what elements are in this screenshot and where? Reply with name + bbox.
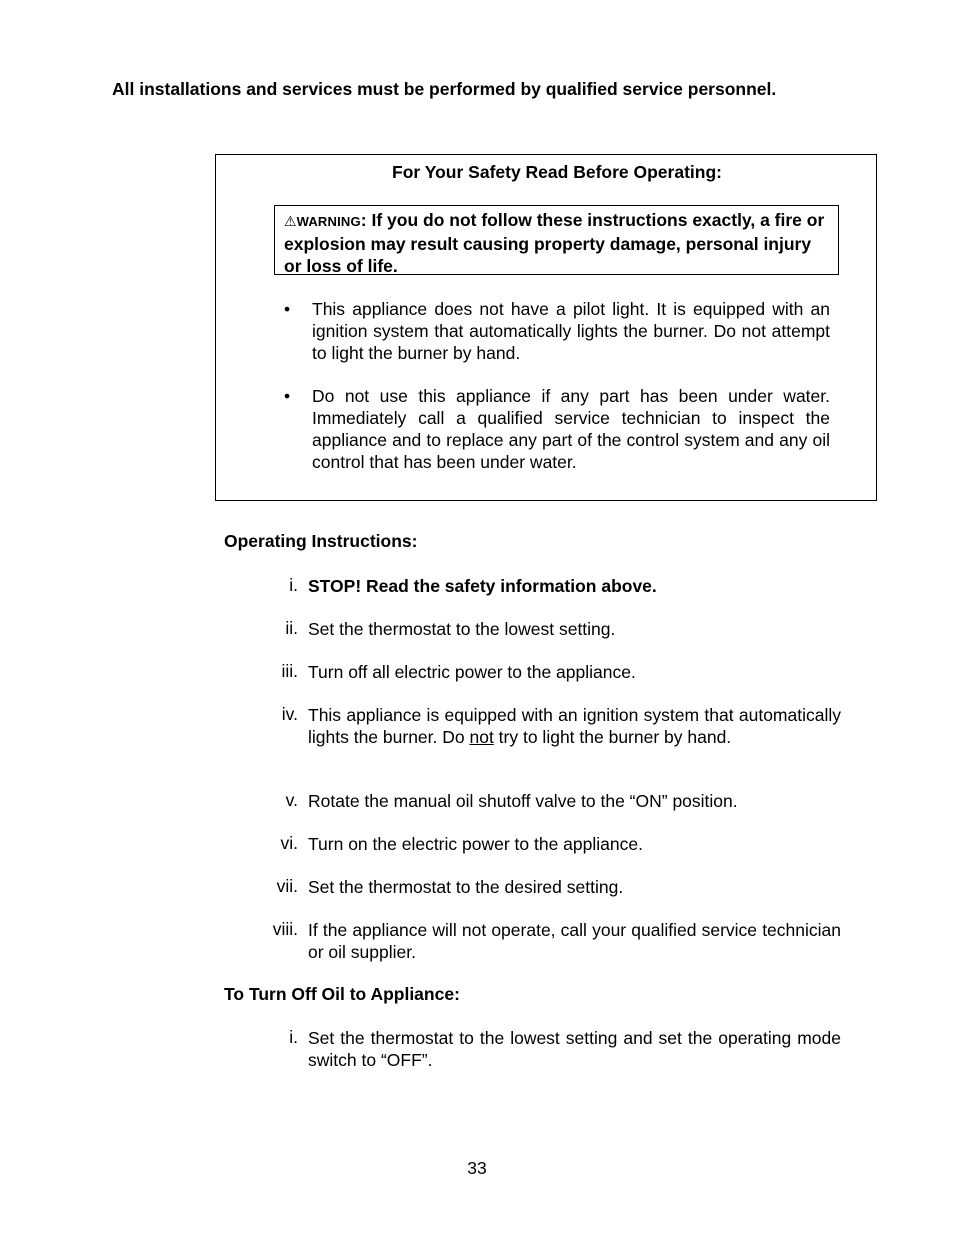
item-number: i. xyxy=(289,1027,298,1047)
page-number: 33 xyxy=(467,1158,487,1178)
operating-step-8: If the appliance will not operate, call your qualified service technician or oil supplier. xyxy=(308,920,841,962)
warning-message: : If you do not follow these instructions exactly, a fire or explosion may result causing property damage, personal injury or loss of life. xyxy=(284,210,825,276)
warning-triangle-icon: ⚠ xyxy=(284,213,297,229)
safety-bullet-2: Do not use this appliance if any part has been under water. Immediately call a qualified service technician to inspect the appliance and to replace any part of the control system and any oil control that has been under water. xyxy=(312,386,830,472)
operating-step-4: This appliance is equipped with an ignition system that automatically lights the burner. Do not try to light the burner by hand. xyxy=(308,705,841,747)
turn-off-oil-heading: To Turn Off Oil to Appliance: xyxy=(224,984,460,1004)
safety-title: For Your Safety Read Before Operating: xyxy=(392,162,722,182)
operating-step-1: STOP! Read the safety information above. xyxy=(308,576,657,596)
item-number: i. xyxy=(289,575,298,595)
item-number: v. xyxy=(285,790,298,810)
operating-step-5: Rotate the manual oil shutoff valve to the “ON” position. xyxy=(308,791,738,811)
safety-bullet-1: This appliance does not have a pilot light. It is equipped with an ignition system that automatically lights the burner. Do not attempt to light the burner by hand. xyxy=(312,299,830,363)
item-number: vii. xyxy=(276,876,298,896)
item-number: iii. xyxy=(281,661,298,681)
item-number: viii. xyxy=(272,919,298,939)
operating-step-2: Set the thermostat to the lowest setting. xyxy=(308,619,616,639)
warning-label: WARNING xyxy=(296,214,361,229)
operating-step-7: Set the thermostat to the desired setting. xyxy=(308,877,624,897)
item-number: vi. xyxy=(280,833,298,853)
turn-off-step-1: Set the thermostat to the lowest setting and set the operating mode switch to “OFF”. xyxy=(308,1028,841,1070)
installation-notice: All installations and services must be performed by qualified service personnel. xyxy=(112,79,777,99)
operating-instructions-heading: Operating Instructions: xyxy=(224,531,418,551)
warning-box xyxy=(274,205,839,275)
emphasis-not: not xyxy=(469,727,494,747)
operating-step-6: Turn on the electric power to the appliance. xyxy=(308,834,643,854)
item-number: iv. xyxy=(281,704,298,724)
bullet-icon: • xyxy=(284,299,291,319)
warning-text xyxy=(284,209,829,277)
bullet-icon: • xyxy=(284,386,291,406)
item-number: ii. xyxy=(285,618,298,638)
operating-step-3: Turn off all electric power to the appliance. xyxy=(308,662,636,682)
